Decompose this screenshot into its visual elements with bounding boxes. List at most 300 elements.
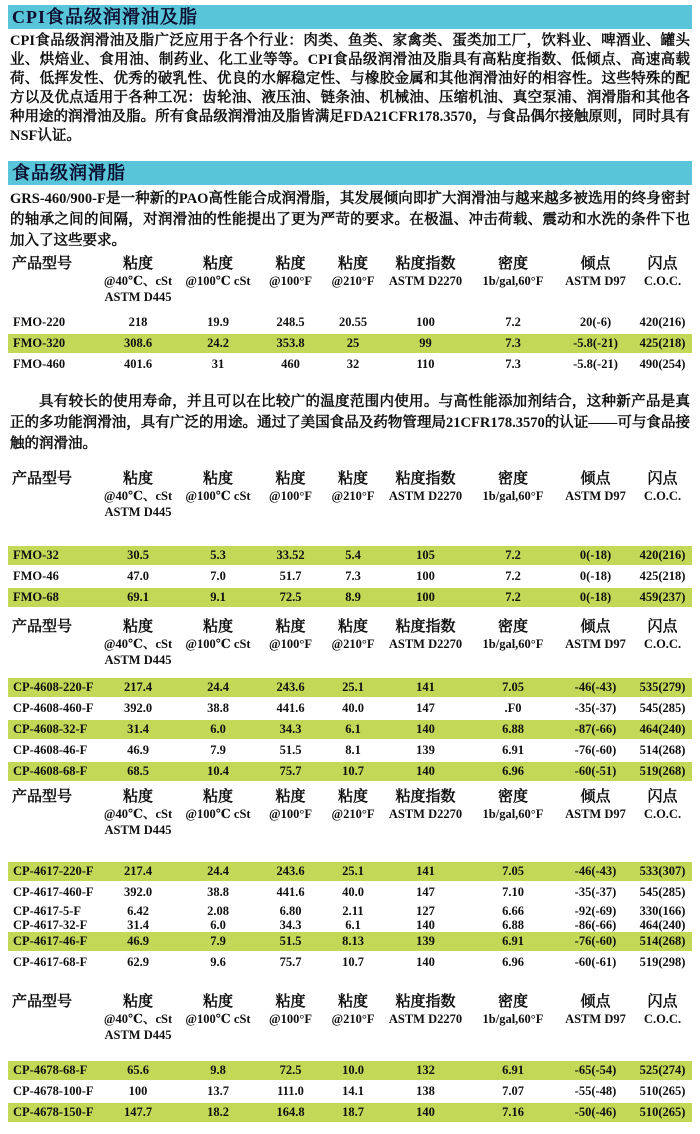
column-header-label: 粘度 [202,619,233,635]
value-cell: 6.96 [502,955,524,969]
value-cell: 525(274) [639,1063,686,1077]
column-header [383,619,468,668]
value-cell: 38.8 [207,885,229,899]
product-model-cell: CP-4617-460-F [13,885,94,899]
column-header-label: 粘度 [337,789,368,805]
value-cell: 34.3 [279,918,302,932]
value-cell: 0(-18) [579,548,612,562]
value-cell: -50(-46) [574,1105,617,1119]
column-header-label: 粘度 [275,994,306,1010]
column-header-label: 闪点 [647,256,678,272]
value-cell: 510(265) [639,1084,686,1098]
value-cell: 132 [416,1063,435,1077]
column-header-sublabel: ASTM D2270 [388,807,463,821]
product-model-cell: FMO-68 [13,590,59,604]
column-header-sublabel: ASTM D97 [565,274,626,288]
column-header-sublabel: 1b/gal,60°F [482,274,544,288]
section-header-oils [8,5,692,29]
table-header-row [8,619,692,668]
column-header-label: 粘度 [275,471,306,487]
value-cell: 392.0 [123,701,153,715]
value-cell: 100 [416,315,435,329]
column-header-sublabel: @210°F [331,1012,375,1026]
value-cell: 7.3 [345,569,361,583]
value-cell: 519(298) [639,955,686,969]
column-header-label: 粘度 [337,256,368,272]
value-cell: 18.2 [207,1105,229,1119]
value-cell: -92(-69) [574,904,617,918]
product-model-cell: CP-4617-32-F [13,918,88,932]
column-header-label: 密度 [497,256,528,272]
value-cell: 38.8 [207,701,229,715]
section-title-oils: CPI食品级润滑油及脂 [12,7,198,27]
value-cell: 51.7 [279,569,302,583]
value-cell: 147 [416,885,435,899]
column-header-label: 粘度 [122,789,153,805]
value-cell: 140 [416,764,435,778]
value-cell: 6.91 [502,934,524,948]
column-header-sublabel: C.O.C. [643,274,682,288]
value-cell: 533(307) [639,864,686,878]
product-model-cell: CP-4608-68-F [13,764,88,778]
value-cell: -35(-37) [574,701,617,715]
table-row [8,334,692,353]
column-header [558,256,633,305]
value-cell: 111.0 [277,1084,304,1098]
value-cell: 65.6 [127,1063,149,1077]
column-header-sublabel: @100°F [268,274,312,288]
column-header-sublabel: @100°F [268,1012,312,1026]
column-header [258,619,323,668]
product-model-cell: FMO-32 [13,548,59,562]
column-header [178,994,258,1043]
value-cell: 243.6 [276,864,305,878]
value-cell: 9.6 [210,955,226,969]
column-header-label: 粘度 [122,471,153,487]
column-header [633,619,692,668]
value-cell: 6.1 [345,722,361,736]
column-header-label: 粘度 [275,789,306,805]
value-cell: -55(-48) [574,1084,617,1098]
value-cell: 24.2 [207,336,229,350]
column-header-label: 密度 [497,994,528,1010]
table-row [8,567,692,586]
value-cell: 510(265) [639,1105,686,1119]
section-header-grease [8,161,692,185]
value-cell: 10.7 [342,764,364,778]
column-header-label: 闪点 [647,471,678,487]
value-cell: 138 [416,1084,435,1098]
column-header-sublabel: ASTM D97 [565,489,626,503]
product-model-cell: FMO-460 [13,357,66,371]
mid-paragraph: 具有较长的使用寿命，并且可以在比较广的温度范围内使用。与高性能添加剂结合，这种新产品是真正的多功能润滑油，具有广泛的用途。通过了美国食品及药物管理局21CFR178.3570的认证——可与食品接触的润滑油。 [10,394,690,452]
value-cell: 139 [416,934,435,948]
value-cell: -76(-60) [574,743,617,757]
column-header-sublabel: ASTM D2270 [388,637,463,651]
column-header-label: 粘度 [337,619,368,635]
value-cell: .F0 [504,701,522,715]
value-cell: -76(-60) [574,934,617,948]
column-header [558,994,633,1043]
value-cell: 9.8 [210,1063,226,1077]
value-cell: 7.2 [505,548,521,562]
value-cell: 10.7 [342,955,364,969]
value-cell: -60(-51) [574,764,617,778]
value-cell: 6.42 [127,904,149,918]
column-header [383,471,468,520]
column-header-sublabel: @100℃ cSt [185,274,251,288]
value-cell: 19.9 [207,315,229,329]
product-model-cell: CP-4608-46-F [13,743,88,757]
value-cell: 6.0 [210,722,226,736]
value-cell: 99 [419,336,432,350]
table-body [8,1061,692,1122]
column-header-label: 粘度 [275,619,306,635]
value-cell: 31.4 [127,722,149,736]
value-cell: 18.7 [342,1105,364,1119]
column-header-label: 粘度 [202,789,233,805]
table-row [8,355,692,374]
value-cell: 75.7 [279,764,302,778]
table-row [8,588,692,607]
column-header [383,994,468,1043]
product-model-cell: CP-4617-46-F [13,934,88,948]
column-header-sublabel: @210°F [331,807,375,821]
column-header [323,789,383,838]
column-header [323,471,383,520]
value-cell: 24.4 [207,864,229,878]
column-header [98,789,178,838]
table-body [8,862,692,972]
value-cell: 5.4 [345,548,361,562]
product-model-cell: CP-4608-32-F [13,722,88,736]
value-cell: 217.4 [123,864,153,878]
value-cell: 0(-18) [579,569,612,583]
section-title-grease: 食品级润滑脂 [12,163,126,183]
value-cell: 69.1 [127,590,149,604]
value-cell: 6.91 [502,1063,524,1077]
column-header-sublabel: C.O.C. [643,1012,682,1026]
value-cell: 147 [416,701,435,715]
table-cp-4678-series [8,994,692,1122]
value-cell: 100 [128,1084,148,1098]
value-cell: 7.9 [210,934,226,948]
value-cell: -60(-61) [574,955,617,969]
column-header-sublabel: ASTM D445 [104,290,172,304]
product-model-cell: CP-4617-68-F [13,955,88,969]
value-cell: 140 [416,918,435,932]
value-cell: 6.0 [210,918,226,932]
product-model-cell: CP-4608-220-F [13,680,94,694]
value-cell: 401.6 [123,357,153,371]
column-header [178,789,258,838]
value-cell: 141 [416,680,435,694]
column-header-sublabel: @40℃、cSt [103,807,173,821]
value-cell: 31.4 [127,918,149,932]
column-header-sublabel: @100℃ cSt [185,489,251,503]
table-row [8,1103,692,1122]
value-cell: 100 [416,590,435,604]
table-row [8,699,692,718]
table-body [8,678,692,781]
column-header-sublabel: ASTM D445 [104,1028,172,1042]
value-cell: 425(218) [639,569,686,583]
value-cell: 2.08 [207,904,229,918]
value-cell: 147.7 [123,1105,153,1119]
value-cell: 459(237) [639,590,686,604]
column-header-label: 粘度指数 [395,619,456,635]
column-header-sublabel: @100°F [268,637,312,651]
value-cell: 13.7 [207,1084,229,1098]
table-row [8,762,692,781]
value-cell: 47.0 [127,569,149,583]
value-cell: 330(166) [639,904,686,918]
column-header-label: 粘度 [337,471,368,487]
table-header-row [8,256,692,305]
table-fmo-high-viscosity [8,256,692,374]
value-cell: 545(285) [639,701,686,715]
column-header-sublabel: @40℃、cSt [103,1012,173,1026]
table-header-row [8,789,692,838]
column-header-sublabel: @210°F [331,489,375,503]
value-cell: 425(218) [639,336,686,350]
value-cell: 519(268) [639,764,686,778]
value-cell: 514(268) [639,743,686,757]
value-cell: 7.0 [210,569,226,583]
value-cell: 6.91 [502,743,524,757]
value-cell: 7.3 [505,357,521,371]
value-cell: 140 [416,955,435,969]
column-header-product-model: 产品型号 [12,789,73,805]
column-header [468,256,558,305]
table-row [8,678,692,697]
value-cell: 7.16 [502,1105,524,1119]
column-header [178,256,258,305]
column-header-label: 闪点 [647,994,678,1010]
column-header [323,994,383,1043]
value-cell: 141 [416,864,435,878]
table-row [8,741,692,760]
table-row [8,862,692,881]
value-cell: 2.11 [342,904,364,918]
table-fmo-low-viscosity [8,471,692,607]
column-header-sublabel: @100°F [268,489,312,503]
column-header-label: 粘度 [122,994,153,1010]
column-header-sublabel: @40℃、cSt [103,637,173,651]
value-cell: 7.10 [502,885,524,899]
value-cell: 0(-18) [579,590,612,604]
table-row [8,313,692,332]
column-header-sublabel: C.O.C. [643,807,682,821]
value-cell: 441.6 [276,701,305,715]
column-header-sublabel: ASTM D97 [565,807,626,821]
column-header [258,789,323,838]
value-cell: 140 [416,1105,435,1119]
value-cell: 7.2 [505,315,521,329]
value-cell: 51.5 [279,743,302,757]
column-header [468,994,558,1043]
value-cell: 164.8 [276,1105,305,1119]
value-cell: 490(254) [639,357,686,371]
product-model-cell: CP-4617-220-F [13,864,94,878]
column-header [98,619,178,668]
value-cell: 217.4 [123,680,153,694]
column-header [468,471,558,520]
value-cell: -5.8(-21) [573,357,618,371]
column-header-product-model: 产品型号 [12,471,73,487]
column-header-product-model: 产品型号 [12,994,73,1010]
value-cell: 6.88 [502,918,524,932]
value-cell: 140 [416,722,435,736]
column-header-sublabel: ASTM D97 [565,637,626,651]
column-header [468,619,558,668]
value-cell: 420(216) [639,315,686,329]
column-header-sublabel: @100°F [268,807,312,821]
column-header-label: 闪点 [647,619,678,635]
table-row [8,720,692,739]
value-cell: 32 [346,357,360,371]
product-model-cell: CP-4678-100-F [13,1084,94,1098]
column-header-label: 粘度指数 [395,471,456,487]
column-header [178,471,258,520]
column-header [383,256,468,305]
value-cell: 7.3 [505,336,521,350]
column-header-sublabel: 1b/gal,60°F [482,807,544,821]
column-header-sublabel: 1b/gal,60°F [482,1012,544,1026]
value-cell: 218 [128,315,148,329]
column-header-sublabel: C.O.C. [643,637,682,651]
value-cell: 34.3 [279,722,302,736]
value-cell: 243.6 [276,680,305,694]
product-model-cell: CP-4617-5-F [13,904,82,918]
value-cell: 545(285) [639,885,686,899]
value-cell: 8.1 [345,743,361,757]
value-cell: 10.0 [342,1063,364,1077]
column-header [633,471,692,520]
value-cell: 535(279) [639,680,686,694]
value-cell: 25.1 [342,680,364,694]
product-model-cell: CP-4678-68-F [13,1063,88,1077]
value-cell: 5.3 [210,548,226,562]
column-header [558,789,633,838]
value-cell: 51.5 [279,934,302,948]
grease-paragraph: GRS-460/900-F是一种新的PAO高性能合成润滑脂，其发展倾向即扩大润滑油与越来越多被选用的终身密封的轴承之间的间隔，对润滑油的性能提出了更为严苛的要求。在极温、冲击荷载、震动和水洗的条件下也加入了这些要求。 [10,191,690,249]
value-cell: 7.07 [502,1084,524,1098]
column-header [633,789,692,838]
value-cell: 7.9 [210,743,226,757]
column-header-label: 粘度 [122,619,153,635]
column-header-sublabel: @100℃ cSt [185,807,251,821]
product-model-cell: FMO-46 [13,569,59,583]
value-cell: 6.66 [502,904,524,918]
value-cell: 7.2 [505,590,521,604]
column-header [258,994,323,1043]
value-cell: 25 [346,336,360,350]
value-cell: 46.9 [127,743,149,757]
column-header-label: 倾点 [580,994,611,1010]
column-header-sublabel: ASTM D2270 [388,274,463,288]
intro-paragraph: CPI食品级润滑油及脂广泛应用于各个行业：肉类、鱼类、家禽类、蛋类加工厂，饮料业、啤酒业、罐头业、烘焙业、食用油、制药业、化工业等等。CPI食品级润滑油及脂具有高粘度指数、低倾点、高速高载荷、低挥发性、优秀的破乳性、优良的水解稳定性、与橡胶金属和其他润滑油好的相容性。这些特殊的配方以及优点适用于各种工况：齿轮油、液压油、链条油、机械油、压缩机油、真空泵浦、润滑脂和其他各种用途的润滑油及脂。所有食品级润滑油及脂皆满足FDA21CFR178.3570，与食品偶尔接触原则，同时具有NSF认证。 [10,33,690,144]
column-header-label: 倾点 [580,789,611,805]
product-model-cell: FMO-220 [13,315,66,329]
table-row [8,904,692,918]
column-header [258,256,323,305]
value-cell: 6.88 [502,722,524,736]
value-cell: 464(240) [639,722,686,736]
value-cell: 20.55 [338,315,368,329]
column-header-sublabel: @210°F [331,637,375,651]
column-header-sublabel: ASTM D445 [104,505,172,519]
column-header [558,471,633,520]
column-header-sublabel: ASTM D445 [104,653,172,667]
value-cell: 7.05 [502,680,524,694]
value-cell: -46(-43) [574,864,617,878]
value-cell: 30.5 [127,548,149,562]
column-header-sublabel: @100℃ cSt [185,1012,251,1026]
value-cell: 441.6 [276,885,305,899]
table-body [8,546,692,607]
column-header-label: 密度 [497,471,528,487]
table-row [8,953,692,972]
value-cell: 46.9 [127,934,149,948]
value-cell: 6.80 [279,904,302,918]
column-header-sublabel: ASTM D2270 [388,1012,463,1026]
value-cell: 139 [416,743,435,757]
column-header-label: 密度 [497,789,528,805]
value-cell: 7.05 [502,864,524,878]
table-row [8,883,692,902]
value-cell: 308.6 [123,336,153,350]
value-cell: 20(-6) [579,315,612,329]
table-row [8,1082,692,1101]
column-header [323,256,383,305]
column-header-label: 倾点 [580,471,611,487]
column-header-product-model: 产品型号 [12,619,73,635]
product-model-cell: CP-4678-150-F [13,1105,94,1119]
value-cell: -35(-37) [574,885,617,899]
column-header-label: 粘度 [202,471,233,487]
column-header [323,619,383,668]
value-cell: 40.0 [342,885,364,899]
table-header-row [8,471,692,520]
column-header [558,619,633,668]
value-cell: 68.5 [127,764,149,778]
column-header-label: 倾点 [580,619,611,635]
column-header-product-model: 产品型号 [12,256,73,272]
value-cell: 105 [416,548,435,562]
column-header [633,994,692,1043]
column-header [98,994,178,1043]
column-header-sublabel: 1b/gal,60°F [482,489,544,503]
value-cell: 8.9 [345,590,361,604]
column-header-label: 粘度指数 [395,256,456,272]
column-header-label: 倾点 [580,256,611,272]
column-header-sublabel: @40℃、cSt [103,274,173,288]
column-header [633,256,692,305]
value-cell: 24.4 [207,680,229,694]
value-cell: 9.1 [210,590,226,604]
table-cp-4608-series [8,619,692,781]
value-cell: -86(-66) [574,918,617,932]
value-cell: 75.7 [279,955,302,969]
column-header-label: 粘度 [275,256,306,272]
value-cell: 40.0 [342,701,364,715]
value-cell: 100 [416,569,435,583]
table-row [8,918,692,932]
column-header-label: 粘度 [202,994,233,1010]
table-row [8,1061,692,1080]
value-cell: 392.0 [123,885,153,899]
